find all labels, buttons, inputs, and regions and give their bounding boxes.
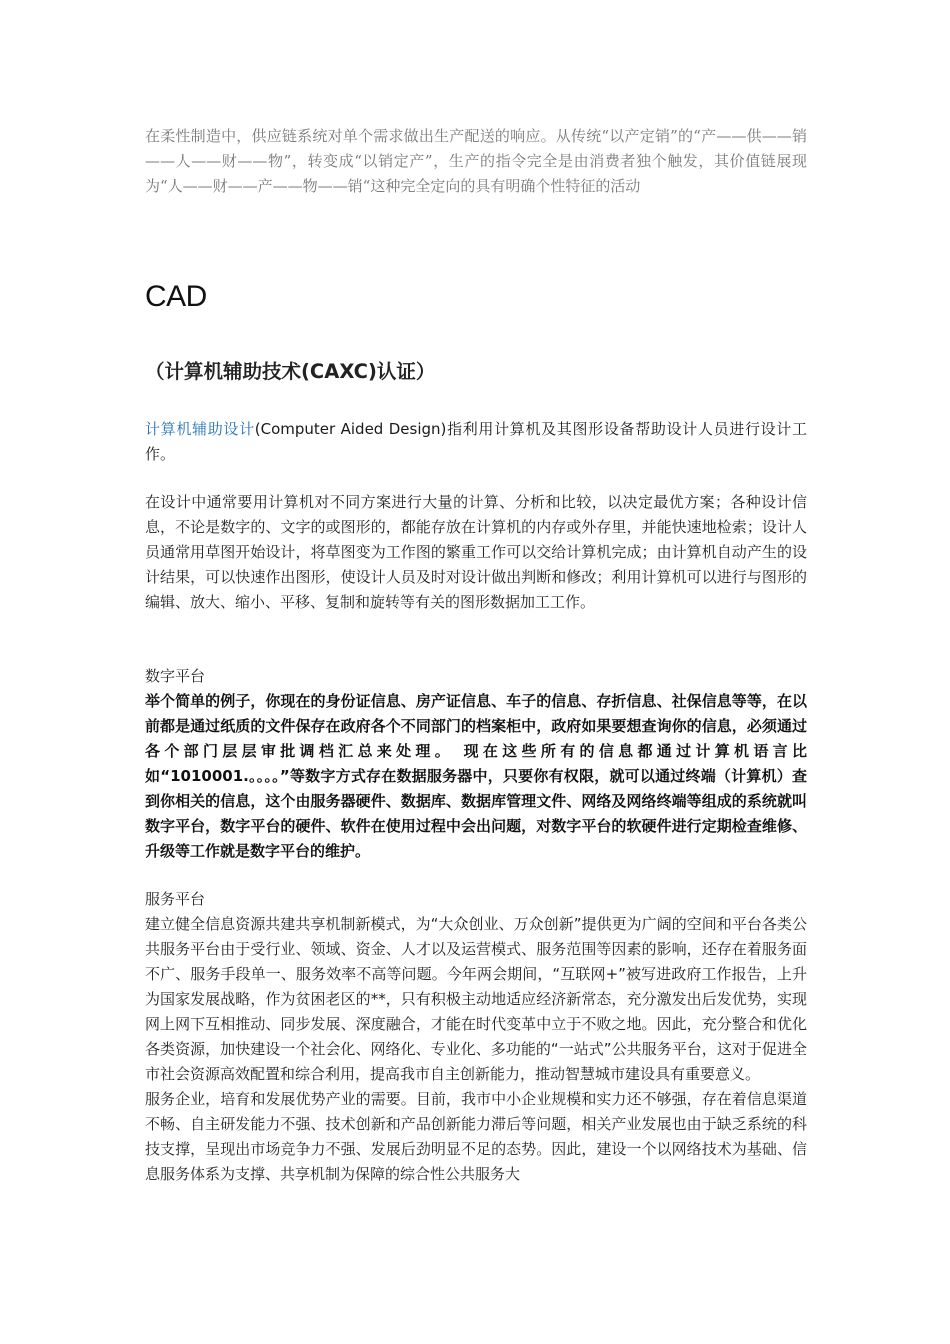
caxc-subheading: （计算机辅助技术(CAXC)认证） <box>145 360 436 383</box>
design-paragraph: 在设计中通常要用计算机对不同方案进行大量的计算、分析和比较，以决定最优方案；各种设计信息，不论是数字的、文字的或图形的，都能存放在计算机的内存或外存里，并能快速地检索；设计人员通常用草图开始设计，将草图变为工作图的繁重工作可以交给计算机完成；由计算机自动产生的设计结果，可以快速作出图形，使设计人员及时对设计做出判断和修改；利用计算机可以进行与图形的编辑、放大、缩小、平移、复制和旋转等有关的图形数据加工工作。 <box>145 493 807 611</box>
intro-paragraph: 在柔性制造中，供应链系统对单个需求做出生产配送的响应。从传统“以产定销”的“产——供——销——人——财——物”，转变成“以销定产”，生产的指令完全是由消费者独个触发，其价值链展现为“人——财——产——物——销“这种完全定向的具有明确个性特征的活动 <box>145 127 807 195</box>
definition-text: (Computer Aided Design)指利用计算机及其图形设备帮助设计人员进行设计工作。 <box>145 420 807 463</box>
digital-platform-paragraph: 举个简单的例子，你现在的身份证信息、房产证信息、车子的信息、存折信息、社保信息等等，在以前都是通过纸质的文件保存在政府各个不同部门的档案柜中，政府如果要想查询你的信息，必须通过各个部门层层审批调档汇总来处理。 现在这些所有的信息都通过计算机语言比如“1010001.。。。。”等数字方式存在数据服务器中，只要你有权限，就可以通过终端（计算机）查到你相关的信息，这个由服务器硬件、数据库、数据库管理文件、网络及网络终端等组成的系统就叫数字平台，数字平台的硬件、软件在使用过程中会出问题，对数字平台的软硬件进行定期检查维修、升级等工作就是数字平台的维护。 <box>145 692 807 860</box>
service-platform-paragraph-2: 服务企业，培育和发展优势产业的需要。目前，我市中小企业规模和实力还不够强，存在着信息渠道不畅、自主研发能力不强、技术创新和产品创新能力滞后等问题，相关产业发展也由于缺乏系统的科技支撑，呈现出市场竞争力不强、发展后劲明显不足的态势。因此，建设一个以网络技术为基础、信息服务体系为支撑、共享机制为保障的综合性公共服务大 <box>145 1090 807 1183</box>
digital-platform-section <box>145 664 807 864</box>
digital-platform-label: 数字平台 <box>145 667 206 685</box>
service-platform-label: 服务平台 <box>145 890 206 908</box>
definition-block <box>145 417 807 467</box>
design-block <box>145 490 807 615</box>
definition-paragraph <box>145 417 807 467</box>
service-platform-paragraph-1: 建立健全信息资源共建共享机制新模式，为“大众创业、万众创新”提供更为广阔的空间和平台各类公共服务平台由于受行业、领域、资金、人才以及运营模式、服务范围等因素的影响，还存在着服务面不广、服务手段单一、服务效率不高等问题。今年两会期间，“互联网+”被写进政府工作报告，上升为国家发展战略，作为贫困老区的**，只有积极主动地适应经济新常态，充分激发出后发优势，实现网上网下互相推动、同步发展、深度融合，才能在时代变革中立于不败之地。因此，充分整合和优化各类资源，加快建设一个社会化、网络化、专业化、多功能的“一站式”公共服务平台，这对于促进全市社会资源高效配置和综合利用，提高我市自主创新能力，推动智慧城市建设具有重要意义。 <box>145 915 807 1083</box>
cad-heading: CAD <box>145 280 207 313</box>
document-page <box>145 124 807 1183</box>
cad-definition-link[interactable]: 计算机辅助设计 <box>145 420 255 438</box>
service-platform-section <box>145 887 807 1187</box>
